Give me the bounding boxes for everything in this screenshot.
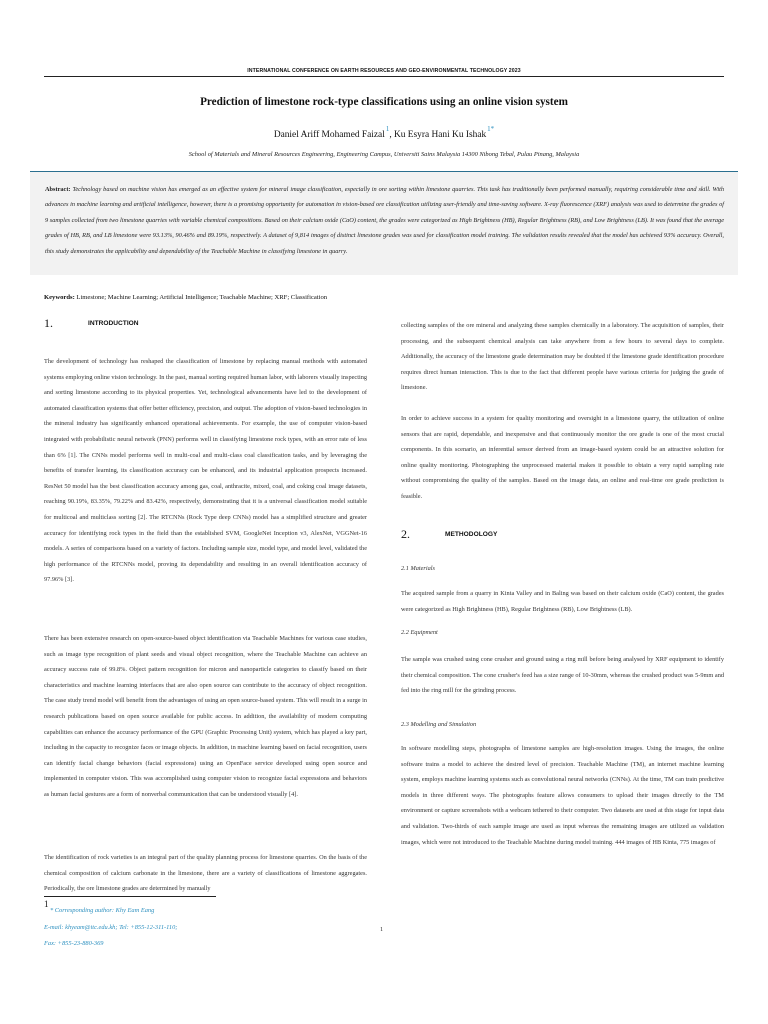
footnote-rule xyxy=(44,896,216,897)
methods-paragraph-2: The sample was crushed using cone crusher and ground using a ring mill before being analysed by XRF equipment to identify their chemical composition. The cone crusher's feed has a size range of 10-30mm, whereas the crushed product was 5-9mm and fed into the ring mill for the grinding process. xyxy=(401,656,724,695)
abstract-box xyxy=(30,171,738,275)
subsection-heading-equipment: 2.2 Equipment xyxy=(401,629,438,636)
intro-paragraph-5: In order to achieve success in a system for quality monitoring and oversight in a limestone quarry, the utilization of online sensors that are rapid, dependable, and inexpensive and that continuously monitor the ore grade is one of the most crucial components. In this scenario, an inferential sensor derived from an image-based system could be an attractive solution for online quality monitoring. Photographing the unprocessed material makes it possible to obtain a very rapid sampling rate without compromising the quality of the samples. Based on the image data, an online and real-time ore grade prediction is feasible. xyxy=(401,415,724,500)
section-number: 2. xyxy=(401,527,410,541)
section-heading-introduction xyxy=(44,316,139,332)
author-name: Ku Esyra Hani Ku Ishak xyxy=(394,130,487,140)
keywords xyxy=(44,294,724,301)
intro-paragraph-1: The development of technology has reshaped the classification of limestone by replacing manual methods with automated systems employing online vision technology. In the past, manual sorting required human labor, with laborers visually inspecting and sorting limestone according to its physical properties. Yet, technological advancements have led to the development of automated classification systems that offer better efficiency, precision, and output. The adoption of vision-based technologies in the mineral industry has significantly enhanced operational achievements. For example, the use of computer vision-based integrated with probabilistic neural network (PNN) performs well in classifying limestone rock types, with an error rate of less than 6% [1]. The CNNs model performs well in multi-coal and multi-class coal classification tasks, and by leveraging the benefits of transfer learning, its classification accuracy can be enhanced, and its industrial application prospects increased. ResNet 50 model has the best classification accuracy among gas, coal, anthracite, mixed, coal, and coking coal image datasets, reaching 90.19%, 83.35%, 79.22% and 83.42%, respectively, demonstrating that it is a universal classification model suitable for multicoal and multiclass sorting [2]. The RTCNNs (Rock Type deep CNNs) model has a simplified structure and greater accuracy for identifying rock types in the field than the established SVM, GoogleNet Inception v3, AlexNet, VGGNet-16 models. A series of comparisons based on a variety of factors. Including sample size, model type, and model level, validated the high performance of the RTCNNs model, proving its dependability and resulting in an overall identification accuracy of 97.96% [3]. xyxy=(44,358,367,584)
conference-header: INTERNATIONAL CONFERENCE ON EARTH RESOURCES AND GEO-ENVIRONMENTAL TECHNOLOGY 2023 xyxy=(247,68,521,74)
intro-paragraph-3: The identification of rock varieties is an integral part of the quality planning process for limestone quarries. On the basis of the chemical composition of calcium carbonate in the limestone, there are a variety of classifications of limestone aggregates. Periodically, the ore limestone grades are determined by manually xyxy=(44,854,367,893)
methods-paragraph-3: In software modelling steps, photographs of limestone samples are high-resolution images. Using the images, the online software trains a model to achieve the desired level of precision. Teachable Machine (TM), an internet machine learning system, employs machine learning systems such as convolutional neural networks (CNNs). At the time, TM can train predictive models in three different ways. The photographs feature allows consumers to upload their images directly to the TM environment or capture screenshots with a webcam tethered to their computer. Two datasets are used at this stage for input data and validation. Two-thirds of each sample image are used as input whereas the remaining images are utilized as validation images, which were not introduced to the Teachable Machine during model training. 444 images of HB Kinta, 775 images of xyxy=(401,745,724,846)
footnote-contact-email: E-mail: khyeam@itc.edu.kh; Tel: +855-12-311-110; xyxy=(44,924,178,931)
author-line xyxy=(44,125,724,140)
author-name: Daniel Ariff Mohamed Faizal xyxy=(273,130,385,140)
affiliation: School of Materials and Mineral Resources Engineering, Engineering Campus, Universiti Sains Malaysia 14300 Nibong Tebal, Pulau Pinang, Malaysia xyxy=(188,151,580,158)
subsection-heading-modelling: 2.3 Modelling and Simulation xyxy=(401,721,477,728)
footnote-corresponding-author: * Corresponding author: Khy Eam Eang xyxy=(50,907,155,914)
subsection-heading-materials: 2.1 Materials xyxy=(401,565,435,572)
intro-paragraph-2: There has been extensive research on open-source-based object identification via Teachable Machines for various case studies, such as image type recognition of plant seeds and visual object recognition, where the Teachable Machine can achieve an accuracy success rate of 99.8%. Object pattern recognition for micron and nanoparticle categories to classify based on their characteristics and machine learning interfaces that are also open source can contribute to the accuracy of object recognition. The case study trend model will benefit from the advantages of using an open source-based system. This will result in a surge in research publications based on open source available for public access. In addition, the availability of modern computing capabilities can enhance the accuracy performance of the GPU (Graphic Processing Unit) system, which has played a key part, including in the capacity to recognize faces or image objects. In addition, in machine learning based on facial recognition, users can identify facial change behaviors (facial expressions) using an OpenFace service developed using open source and implemented in computer vision. This was accomplished using computer vision to recognize facial expressions and behaviors as human facial gestures are a form of nonverbal communication that can be understood visually [4]. xyxy=(44,635,367,798)
section-title: INTRODUCTION xyxy=(88,320,139,327)
section-heading-methodology xyxy=(401,527,497,543)
page-number: 1 xyxy=(380,926,384,933)
abstract-label: Abstract: xyxy=(45,186,71,193)
author-affiliation-mark: 1* xyxy=(487,125,495,133)
abstract-text: Technology based on machine vision has emerged as an effective system for mineral image classification, especially in ore sorting within limestone quarries. This task has traditionally been performed manually, requiring considerable time and skill. With advances in machine learning and artificial intelligence, however, there is a promising opportunity for automation in vision-based ore classification utilizing user-friendly and time-saving software. X-ray fluorescence (XRF) analysis was used to determine the grades of 9 samples collected from two limestone quarries with variable chemical compositions. Based on their calcium oxide (CaO) content, the grades were categorized as High Brightness (HB), Regular Brightness (RB), and Low Brightness (LB). It was found that the average grades of HB, RB, and LB limestone were 93.13%, 90.46% and 89.19%, respectively. A dataset of 9,814 images of distinct limestone grades was used for classification model training. The validation results revealed that the model has achieved 93% accuracy. Overall, this study demonstrates the applicability and dependability of the Teachable Machine in classifying limestone in quarry. xyxy=(45,186,724,255)
methods-paragraph-1: The acquired sample from a quarry in Kinta Valley and in Baling was based on their calcium oxide (CaO) content, the grades were categorized as High Brightness (HB), Regular Brightness (RB), Low Brightness (LB). xyxy=(401,590,724,613)
intro-paragraph-4: collecting samples of the ore mineral and analyzing these samples chemically in a laboratory. The acquisition of samples, their processing, and the subsequent chemical analysis can take anywhere from a few hours to several days to complete. Additionally, the accuracy of the limestone grade determination may be doubted if the limestone grade identification procedure requires direct human interaction. This is due to the fact that different people have various criteria for judging the grade of limestone. xyxy=(401,322,724,392)
keywords-text: Limestone; Machine Learning; Artificial Intelligence; Teachable Machine; XRF; Classification xyxy=(74,294,328,301)
section-title: METHODOLOGY xyxy=(445,531,498,538)
footnote-contact-fax: Fax: +855-23-880-369 xyxy=(44,940,104,947)
author-affiliation-mark: 1 xyxy=(385,125,390,133)
section-number: 1. xyxy=(44,316,53,330)
footnote-mark: 1 xyxy=(44,899,49,909)
paper-title: Prediction of limestone rock-type classifications using an online vision system xyxy=(200,96,568,108)
keywords-label: Keywords: xyxy=(44,294,75,301)
header-rule xyxy=(44,76,724,77)
author-separator: , xyxy=(389,130,394,140)
